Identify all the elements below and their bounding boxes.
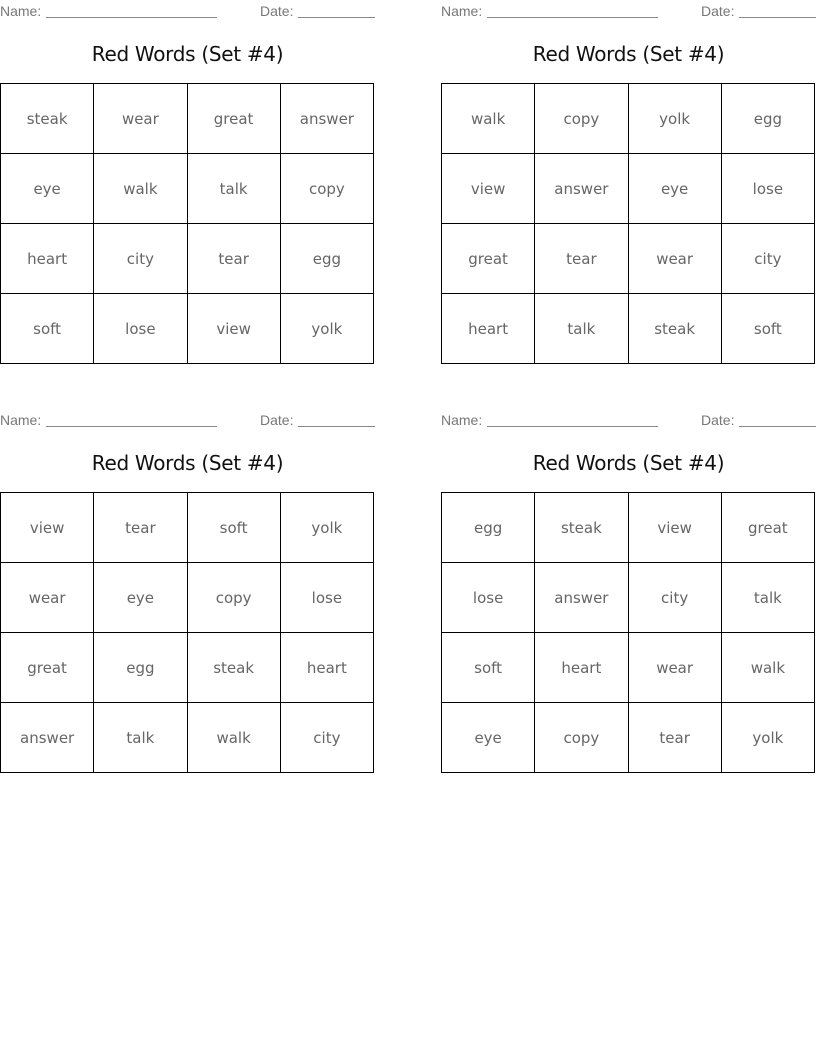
word-cell: wear — [1, 563, 94, 633]
card-title: Red Words (Set #4) — [532, 42, 725, 66]
word-cell: soft — [721, 294, 814, 364]
word-cell: copy — [187, 563, 280, 633]
word-cell: steak — [1, 84, 94, 154]
grid-row — [442, 633, 815, 703]
grid-row — [1, 703, 374, 773]
word-cell: view — [442, 154, 535, 224]
word-cell: city — [280, 703, 373, 773]
date-label: Date: — [260, 3, 294, 19]
card-title: Red Words (Set #4) — [532, 451, 725, 475]
grid-row — [442, 493, 815, 563]
word-cell: view — [628, 493, 721, 563]
name-field[interactable] — [46, 426, 217, 427]
date-field[interactable] — [739, 426, 816, 427]
word-grid — [0, 83, 374, 364]
word-cell: tear — [94, 493, 187, 563]
date-field[interactable] — [298, 426, 375, 427]
word-cell: answer — [535, 563, 628, 633]
card-title: Red Words (Set #4) — [91, 451, 284, 475]
grid-row — [442, 84, 815, 154]
grid-row — [1, 563, 374, 633]
date-label: Date: — [260, 412, 294, 428]
word-cell: talk — [535, 294, 628, 364]
date-field[interactable] — [739, 17, 816, 18]
name-date-header — [0, 412, 375, 428]
word-cell: heart — [280, 633, 373, 703]
word-cell: egg — [442, 493, 535, 563]
word-cell: lose — [94, 294, 187, 364]
grid-row — [442, 294, 815, 364]
word-cell: talk — [94, 703, 187, 773]
word-grid — [441, 83, 815, 364]
word-cell: eye — [94, 563, 187, 633]
date-label: Date: — [701, 3, 735, 19]
name-label: Name: — [441, 3, 483, 19]
name-date-header — [441, 412, 816, 428]
word-cell: copy — [535, 84, 628, 154]
word-cell: eye — [1, 154, 94, 224]
word-cell: egg — [94, 633, 187, 703]
name-label: Name: — [0, 3, 42, 19]
word-cell: city — [94, 224, 187, 294]
word-cell: talk — [721, 563, 814, 633]
word-cell: walk — [442, 84, 535, 154]
grid-row — [1, 633, 374, 703]
name-label: Name: — [441, 412, 483, 428]
word-cell: view — [187, 294, 280, 364]
word-cell: yolk — [280, 493, 373, 563]
word-cell: egg — [721, 84, 814, 154]
word-cell: city — [721, 224, 814, 294]
card-title: Red Words (Set #4) — [91, 42, 284, 66]
word-cell: heart — [1, 224, 94, 294]
word-cell: great — [442, 224, 535, 294]
word-cell: walk — [94, 154, 187, 224]
word-cell: steak — [628, 294, 721, 364]
grid-row — [1, 84, 374, 154]
word-cell: copy — [280, 154, 373, 224]
word-cell: walk — [721, 633, 814, 703]
grid-row — [442, 224, 815, 294]
word-cell: view — [1, 493, 94, 563]
word-cell: answer — [535, 154, 628, 224]
word-cell: yolk — [280, 294, 373, 364]
word-cell: copy — [535, 703, 628, 773]
word-cell: city — [628, 563, 721, 633]
word-cell: yolk — [628, 84, 721, 154]
word-cell: lose — [280, 563, 373, 633]
word-cell: egg — [280, 224, 373, 294]
grid-row — [1, 493, 374, 563]
name-field[interactable] — [46, 17, 217, 18]
word-cell: heart — [535, 633, 628, 703]
word-cell: great — [1, 633, 94, 703]
word-grid — [441, 492, 815, 773]
word-cell: eye — [442, 703, 535, 773]
grid-row — [1, 224, 374, 294]
word-cell: wear — [94, 84, 187, 154]
word-cell: tear — [187, 224, 280, 294]
word-cell: wear — [628, 633, 721, 703]
grid-row — [442, 154, 815, 224]
date-label: Date: — [701, 412, 735, 428]
word-cell: answer — [280, 84, 373, 154]
word-cell: steak — [535, 493, 628, 563]
word-cell: great — [187, 84, 280, 154]
grid-row — [442, 563, 815, 633]
grid-row — [1, 294, 374, 364]
word-cell: talk — [187, 154, 280, 224]
word-cell: yolk — [721, 703, 814, 773]
name-date-header — [441, 3, 816, 19]
grid-row — [1, 154, 374, 224]
word-cell: answer — [1, 703, 94, 773]
word-cell: soft — [187, 493, 280, 563]
word-cell: tear — [535, 224, 628, 294]
word-cell: walk — [187, 703, 280, 773]
word-cell: heart — [442, 294, 535, 364]
word-cell: steak — [187, 633, 280, 703]
word-cell: great — [721, 493, 814, 563]
word-cell: wear — [628, 224, 721, 294]
word-grid — [0, 492, 374, 773]
name-label: Name: — [0, 412, 42, 428]
word-cell: tear — [628, 703, 721, 773]
name-field[interactable] — [487, 426, 658, 427]
word-cell: lose — [442, 563, 535, 633]
word-cell: soft — [1, 294, 94, 364]
name-field[interactable] — [487, 17, 658, 18]
name-date-header — [0, 3, 375, 19]
word-cell: lose — [721, 154, 814, 224]
word-cell: soft — [442, 633, 535, 703]
word-cell: eye — [628, 154, 721, 224]
date-field[interactable] — [298, 17, 375, 18]
grid-row — [442, 703, 815, 773]
